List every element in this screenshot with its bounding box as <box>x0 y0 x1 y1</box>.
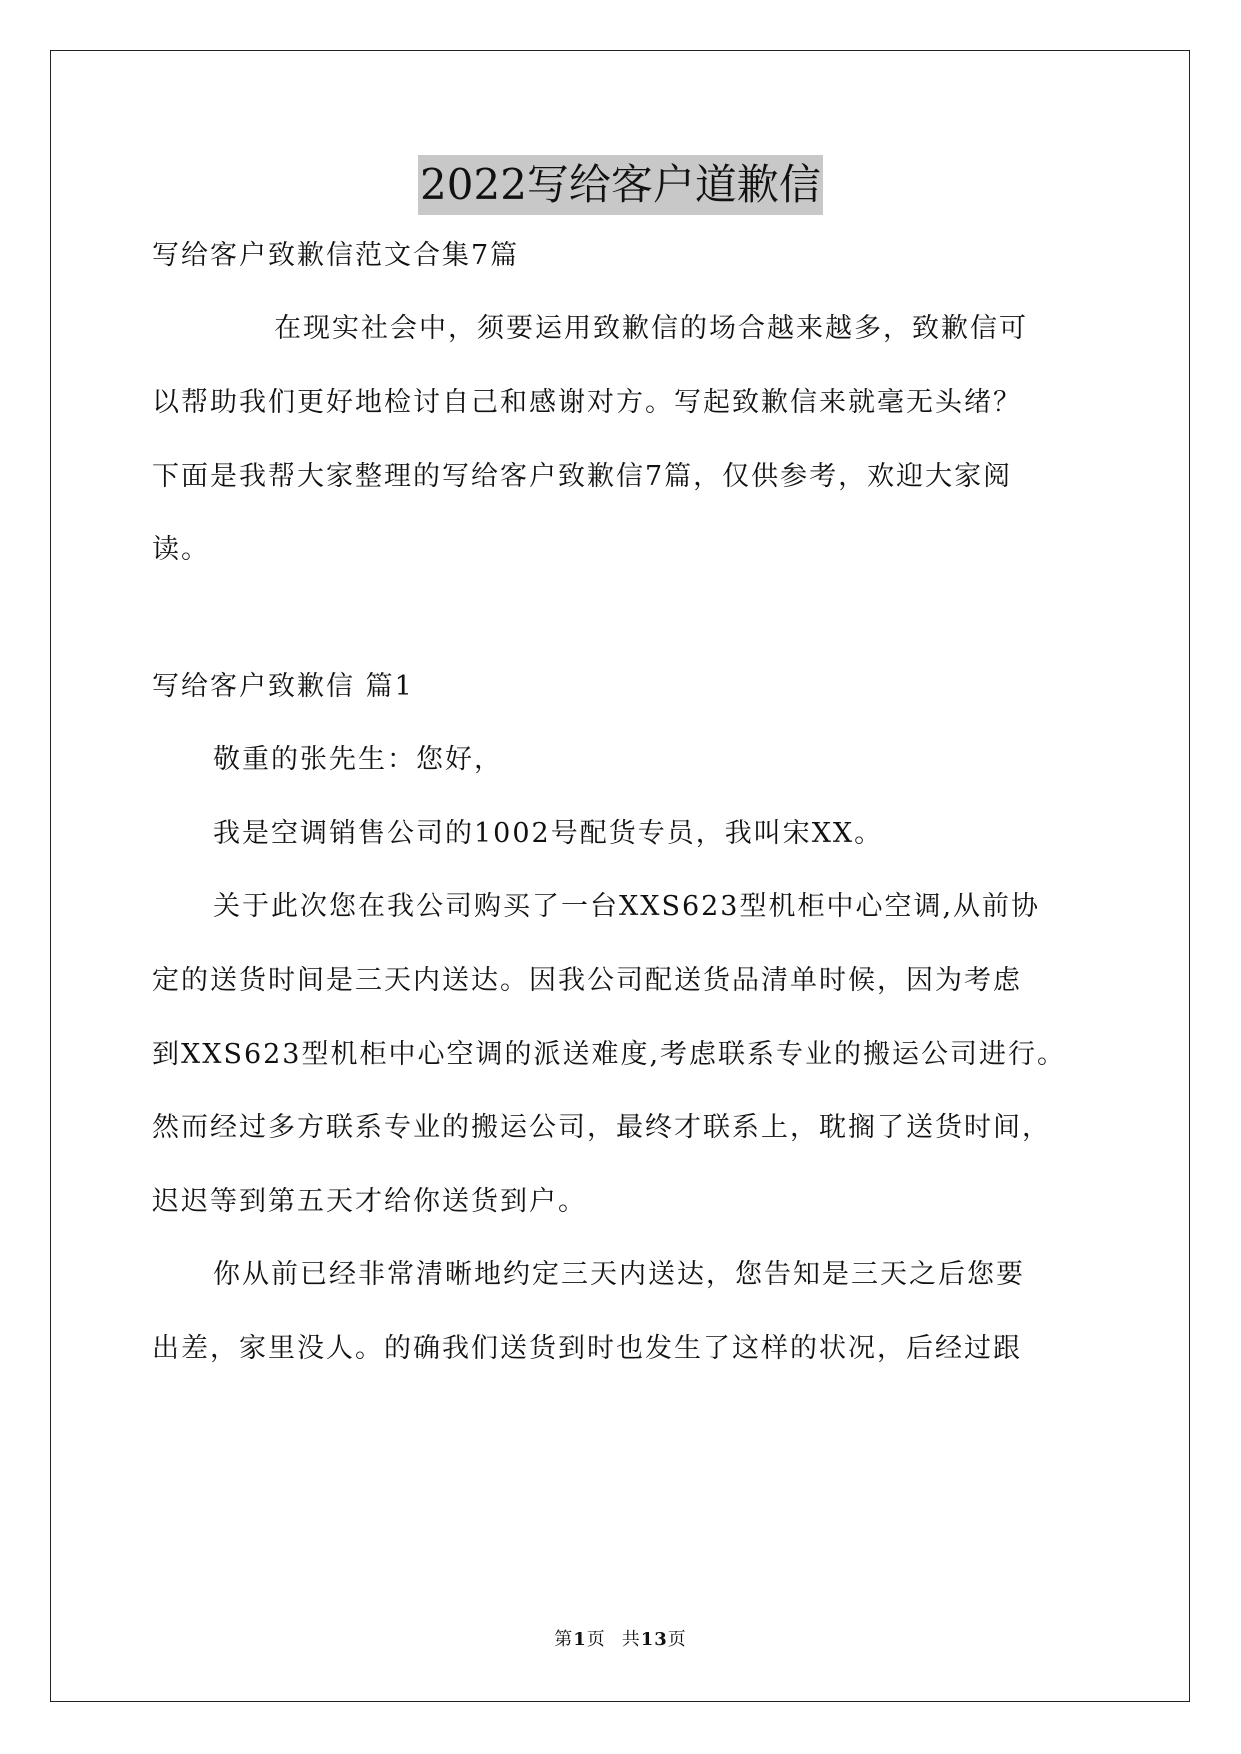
title-container <box>0 155 1241 215</box>
page-footer <box>0 1628 1241 1652</box>
document-subtitle: 写给客户致歉信范文合集7篇 <box>152 240 520 271</box>
paragraph-line: 到XXS623型机柜中心空调的派送难度,考虑联系专业的搬运公司进行。 <box>152 1039 1067 1070</box>
paragraph-line: 我是空调销售公司的1002号配货专员，我叫宋XX。 <box>213 818 884 849</box>
paragraph-line: 下面是我帮大家整理的写给客户致歉信7篇，仅供参考，欢迎大家阅 <box>152 461 1013 492</box>
paragraph-line: 然而经过多方联系专业的搬运公司，最终才联系上，耽搁了送货时间， <box>152 1112 1051 1143</box>
paragraph-line: 在现实社会中，须要运用致歉信的场合越来越多，致歉信可 <box>274 313 1028 344</box>
salutation-line: 敬重的张先生：您好， <box>213 744 503 775</box>
page-suffix: 页 <box>586 1629 606 1650</box>
paragraph-line: 你从前已经非常清晰地约定三天内送达，您告知是三天之后您要 <box>213 1259 1025 1290</box>
page-prefix: 第 <box>554 1629 574 1650</box>
paragraph-line: 出差，家里没人。的确我们送货到时也发生了这样的状况，后经过跟 <box>152 1333 1022 1364</box>
total-prefix: 共 <box>621 1629 641 1650</box>
total-suffix: 页 <box>667 1629 687 1650</box>
page-border <box>50 50 1190 1702</box>
paragraph-line: 以帮助我们更好地检讨自己和感谢对方。写起致歉信来就毫无头绪？ <box>152 387 1022 418</box>
paragraph-line: 定的送货时间是三天内送达。因我公司配送货品清单时候，因为考虑 <box>152 965 1022 996</box>
paragraph-line: 读。 <box>152 534 210 565</box>
document-title: 2022写给客户道歉信 <box>418 155 823 215</box>
total-page-count: 13 <box>640 1629 668 1650</box>
paragraph-line: 关于此次您在我公司购买了一台XXS623型机柜中心空调,从前协 <box>213 891 1041 922</box>
paragraph-line: 迟迟等到第五天才给你送货到户。 <box>152 1186 587 1217</box>
current-page-number: 1 <box>573 1629 587 1650</box>
section-heading: 写给客户致歉信 篇1 <box>152 671 414 702</box>
